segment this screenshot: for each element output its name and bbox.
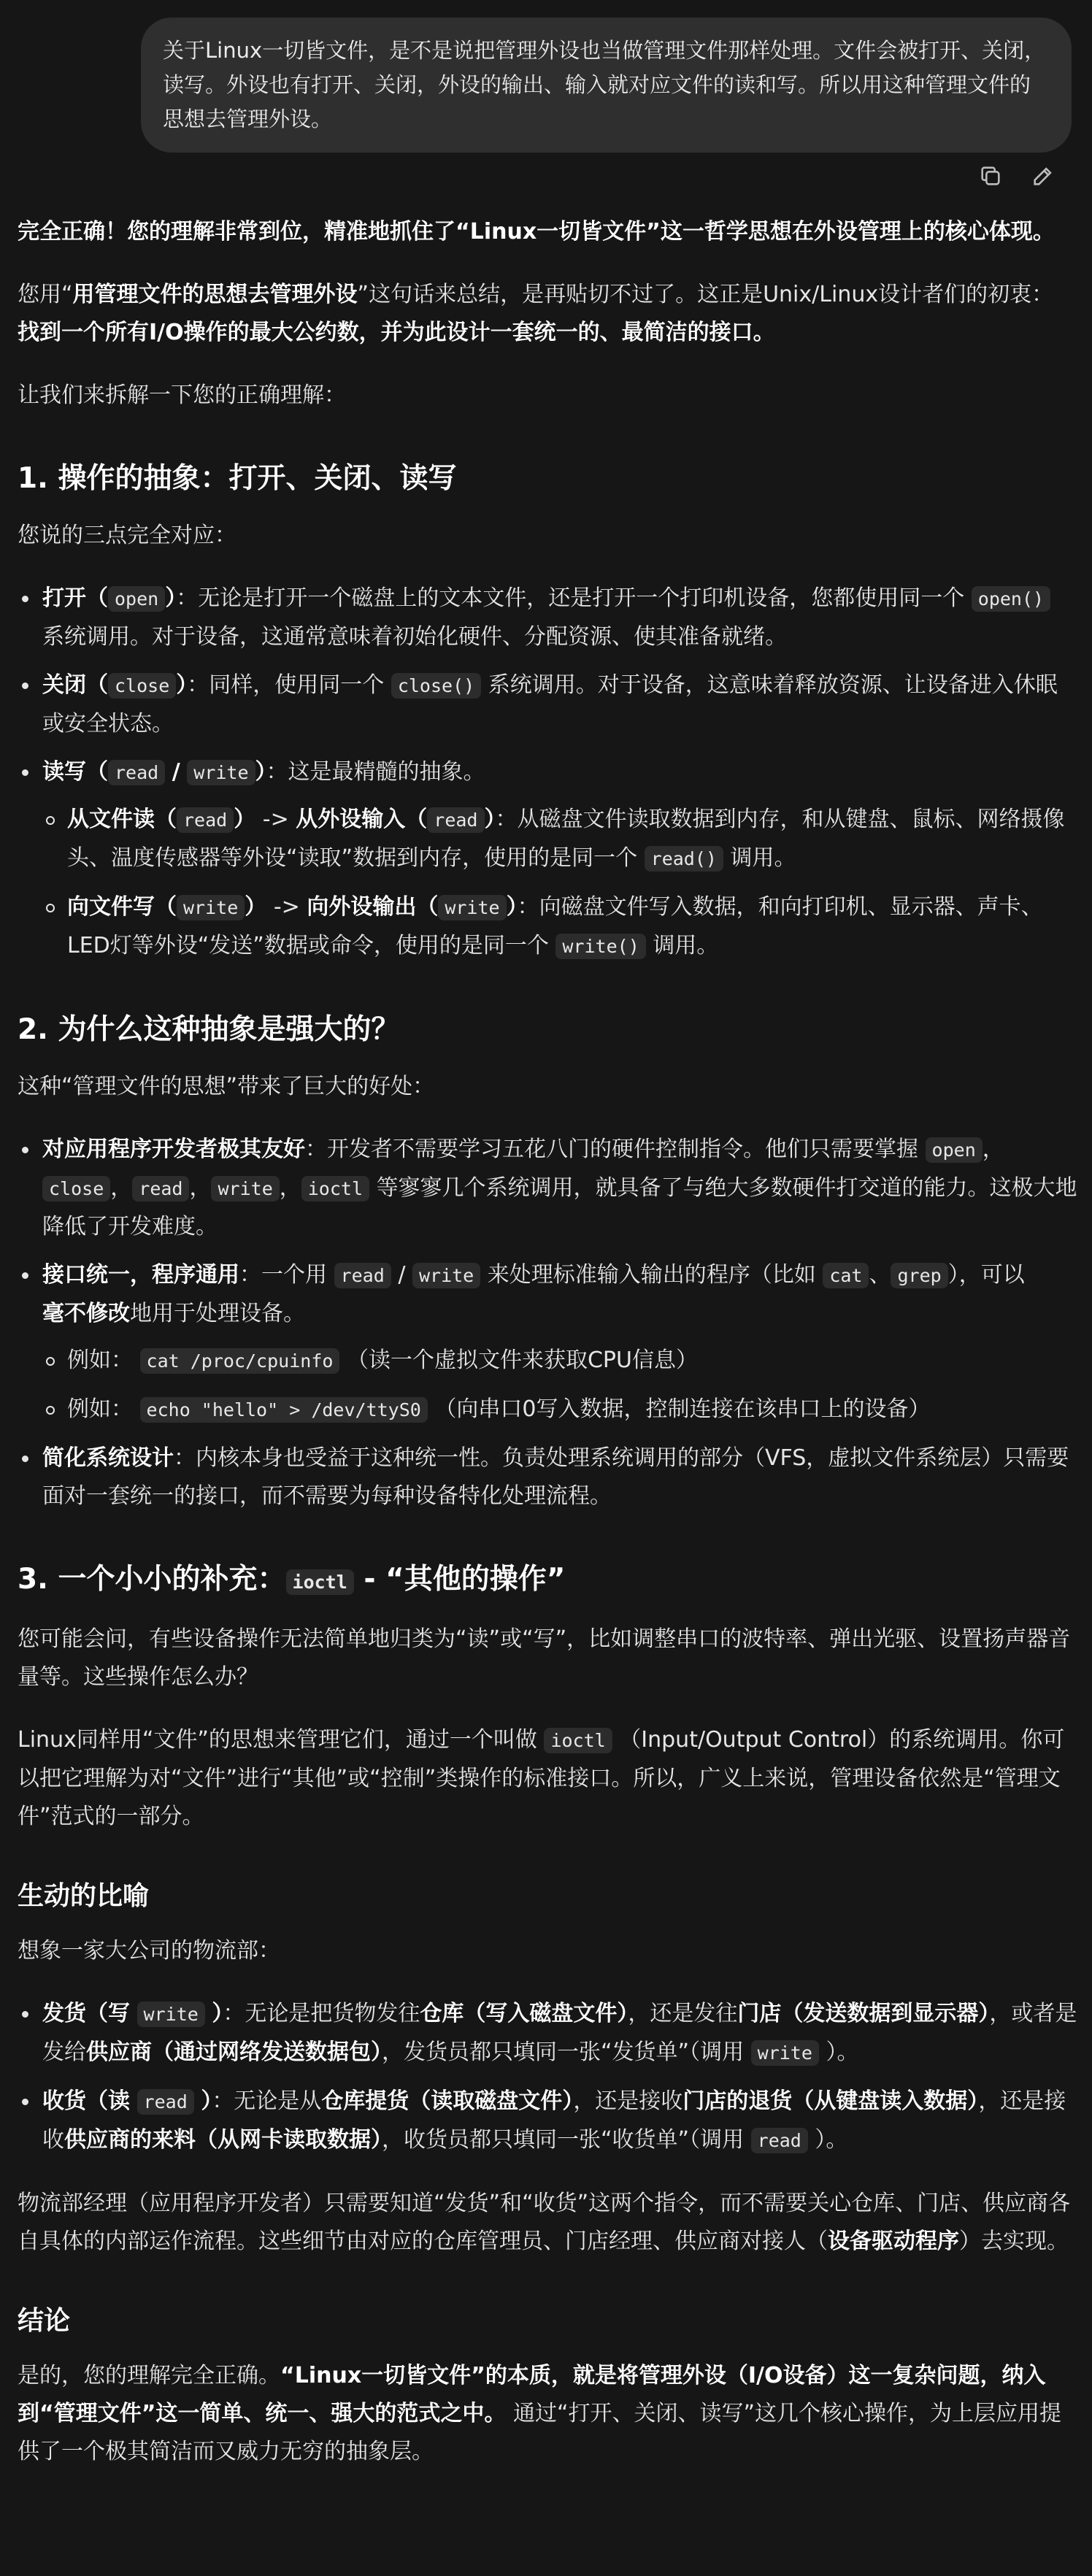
inline-code: write (187, 760, 255, 785)
text: 调用。 (730, 845, 796, 871)
bold-text: 从外设输入 (296, 807, 406, 832)
text: 、 (869, 1262, 891, 1288)
bold-text: 简化系统设计 (42, 1445, 174, 1471)
bold-text: 门店的退货（从键盘读入数据） (682, 2088, 979, 2114)
text: 物流部经理（应用程序开发者）只需要知道“发货”和“收货”这两个指令，而不需要关心仓库、门店、供应商各自具体的内部运作流程。这些细节由对应的仓库管理员、门店经理、供应商对接人（ (18, 2191, 1071, 2254)
sub-item-write: 向文件写（ write ） -> 向外设输出（ write ）：向磁盘文件写入数据，和向打印机、显示器、声卡、LED灯等外设“发送”数据或命令，使用的是同一个 write() 调用。 (42, 888, 1077, 966)
section-1-list (18, 580, 1077, 966)
section-4-list (18, 1995, 1077, 2160)
inline-code: grep (891, 1263, 947, 1288)
list-item-developer-friendly: 对应用程序开发者极其友好：开发者不需要学习五花八门的硬件控制指令。他们只需要掌握 open ， close ， read ， write ， ioctl 等寥寥几个系统调用，就具备了与绝大多数硬件打交道的能力。这极大地降低了开发难度。 (18, 1131, 1077, 1246)
text: 来处理标准输入输出的程序（比如 (487, 1262, 816, 1288)
bold-text: 仓库（写入磁盘文件） (420, 2001, 628, 2026)
inline-code: ioctl (301, 1176, 369, 1202)
bold-text: “Linux一切皆文件”的本质，就是将管理外设（I/O设备）这一复杂问题，纳入到“管理文件”这一简单、统一、强大的范式之中。 (18, 2363, 1046, 2426)
section-1-title: 1. 操作的抽象：打开、关闭、读写 (18, 462, 457, 495)
inline-code: read (177, 807, 234, 833)
assistant-answer (18, 213, 1077, 2496)
text: （向串口0写入数据，控制连接在该串口上的设备） (434, 1396, 931, 1422)
inline-code: read (132, 1176, 189, 1202)
bold-text: 用管理文件的思想去管理外设 (72, 282, 358, 307)
bold-text: ） (212, 2001, 223, 2026)
bold-text: 仓库提货（读取磁盘文件） (321, 2088, 574, 2114)
section-3-paragraph-1: 您可能会问，有些设备操作无法简单地归类为“读”或“写”，比如调整串口的波特率、弹出光驱、设置扬声器音量等。这些操作怎么办？ (18, 1626, 1071, 1690)
bold-text: ） (201, 2088, 212, 2114)
text: 例如： (67, 1347, 133, 1373)
inline-code: write (412, 1263, 480, 1288)
text: 是的，您的理解完全正确。 (18, 2363, 280, 2388)
bold-text: 发货（写 (42, 2001, 130, 2026)
bold-text: 打开 (42, 585, 86, 611)
inline-code: close (42, 1176, 110, 1202)
examples-sublist (42, 1342, 1077, 1429)
text: ：从磁盘文件读取数据到内存，和从键盘、鼠标、网络摄像头、温度传感器等外设“读取”数据到内存，使用的是同一个 (67, 807, 1065, 871)
section-4-lead: 想象一家大公司的物流部： (18, 1938, 280, 1964)
inline-code: write (211, 1176, 279, 1202)
list-item-open: 打开（ open ）：无论是打开一个磁盘上的文本文件，还是打开一个打印机设备，您都使用同一个 open() 系统调用。对于设备，这通常意味着初始化硬件、分配资源、使其准备就绪。 (18, 580, 1077, 656)
text: 通过“打开、关闭、读写”这几个核心操作，为上层应用提供了一个极其简洁而又威力无穷的抽象层。 (18, 2401, 1062, 2464)
user-message-text: 关于Linux一切皆文件，是不是说把管理外设也当做管理文件那样处理。文件会被打开、关闭，读写。外设也有打开、关闭，外设的输出、输入就对应文件的读和写。所以用这种管理文件的思想去管理外设。 (163, 38, 1046, 131)
example-ttys0 (42, 1391, 1077, 1429)
inline-code: cat (823, 1263, 869, 1288)
text: ”这句话来总结，是再贴切不过了。这正是Unix/Linux设计者们的初衷： (357, 282, 1054, 307)
inline-code: cat /proc/cpuinfo (140, 1348, 340, 1374)
section-4-title: 生动的比喻 (18, 1881, 150, 1911)
bold-text: 供应商（通过网络发送数据包） (86, 2039, 382, 2065)
inline-code: read() (645, 846, 723, 872)
list-item-send (18, 1995, 1077, 2072)
section-2-list (18, 1131, 1077, 1515)
inline-code: read (137, 2089, 194, 2115)
text: ）。 (815, 2127, 848, 2153)
intro-bold: 完全正确！您的理解非常到位，精准地抓住了“Linux一切皆文件”这一哲学思想在外设管理上的核心体现。 (18, 219, 1055, 245)
inline-code: write (137, 2002, 205, 2027)
user-message-bubble (141, 18, 1072, 153)
text: ，发货员都只填同一张“发货单”（调用 (382, 2039, 745, 2065)
text: ：内核本身也受益于这种统一性。负责处理系统调用的部分（VFS，虚拟文件系统层）只需要面对一套统一的接口，而不需要为每种设备特化处理流程。 (42, 1445, 1069, 1509)
text: ：开发者不需要学习五花八门的硬件控制指令。他们只需要掌握 (305, 1137, 918, 1162)
text: 系统调用。对于设备，这意味着释放资源、让设备进入休眠或安全状态。 (42, 672, 1058, 737)
text: 等寥寥几个系统调用，就具备了与绝大多数硬件打交道的能力。这极大地降低了开发难度。 (42, 1175, 1077, 1239)
list-item-simplified-design (18, 1439, 1077, 1515)
text: ：无论是从 (212, 2088, 322, 2114)
intro-paragraph (18, 213, 1077, 251)
text: - “其他的操作” (353, 1563, 566, 1596)
inline-code: open() (972, 586, 1050, 612)
inline-code: write (177, 895, 245, 920)
copy-icon[interactable] (978, 163, 1003, 188)
bold-text: 读写 (42, 759, 86, 785)
text: 地用于处理设备。 (130, 1301, 305, 1326)
bold-text: 收货（读 (42, 2088, 130, 2114)
bold-text: 从文件读 (67, 807, 155, 832)
text: ，还是接收 (573, 2088, 683, 2114)
text: ：向磁盘文件写入数据，和向打印机、显示器、声卡、LED灯等外设“发送”数据或命令，使用的是同一个 (67, 894, 1043, 958)
text: ：无论是打开一个磁盘上的文本文件，还是打开一个打印机设备，您都使用同一个 (176, 585, 965, 611)
example-cpuinfo (42, 1342, 1077, 1380)
text: / (398, 1262, 406, 1288)
text: ，还是发往 (628, 2001, 738, 2026)
sub-item-read: 从文件读（ read ） -> 从外设输入（ read ）：从磁盘文件读取数据到内存，和从键盘、鼠标、网络摄像头、温度传感器等外设“读取”数据到内存，使用的是同一个 read() 调用。 (42, 801, 1077, 878)
message-actions (978, 157, 1080, 193)
text: ）去实现。 (959, 2229, 1069, 2254)
bold-text: 关闭 (42, 672, 86, 698)
inline-code: open (926, 1137, 983, 1163)
inline-code: read (108, 760, 165, 785)
section-3-paragraph-2 (18, 1721, 1077, 1836)
section-4-paragraph (18, 2185, 1077, 2261)
inline-code: close (108, 673, 176, 699)
text: ：同样，使用同一个 (187, 672, 385, 698)
read-write-sublist (42, 801, 1077, 966)
text: ，或者是发给 (42, 2001, 1077, 2065)
inline-code: ioctl (544, 1728, 612, 1753)
section-2-lead: 这种“管理文件的思想”带来了巨大的好处： (18, 1074, 435, 1099)
text: -> (273, 894, 300, 920)
inline-code: write() (555, 934, 645, 959)
list-item-read-write: 读写（ read / write ）：这是最精髓的抽象。 从文件读（ read ） -> 从外设输入（ read ）：从磁盘文件读取数据到内存，和从键盘、鼠标、网络摄像头、温度传感器等外设“读取”数据到内存，使用的是同一个 read() 调用。 向文件写（ write ） -> 向外设输出（ write ）：向磁盘文件写入数据，和向打印机、显示器、声卡、LED灯等外设“发送”数据或命令，使用的是同一个 write() 调用。 (18, 753, 1077, 966)
summary-paragraph (18, 276, 1077, 352)
text: ：无论是把货物发往 (223, 2001, 420, 2026)
text: （读一个虚拟文件来获取CPU信息） (346, 1347, 698, 1373)
text: ：这是最精髓的抽象。 (266, 759, 485, 785)
inline-code: ioctl (286, 1569, 354, 1595)
bold-text: 接口统一，程序通用 (42, 1262, 239, 1288)
bold-text: / (172, 759, 180, 785)
list-item-close: 关闭（ close ）：同样，使用同一个 close() 系统调用。对于设备，这意味着释放资源、让设备进入休眠或安全状态。 (18, 666, 1077, 743)
text: ，还是接收 (42, 2088, 1066, 2153)
lead-paragraph: 让我们来拆解一下您的正确理解： (18, 382, 346, 408)
text: 调用。 (653, 933, 719, 958)
list-item-unified-interface (18, 1256, 1077, 1429)
conclusion-paragraph (18, 2357, 1077, 2471)
pencil-icon[interactable] (1031, 163, 1056, 188)
bold-text: 毫不修改 (42, 1301, 130, 1326)
inline-code: read (427, 807, 484, 833)
text: 3. 一个小小的补充： (18, 1563, 286, 1596)
inline-code: write (438, 895, 506, 920)
text: 例如： (67, 1396, 133, 1422)
text: ：一个用 (239, 1262, 327, 1288)
text: ），可以 (947, 1262, 1025, 1288)
bold-text: 向外设输出 (307, 894, 417, 920)
section-1-lead: 您说的三点完全对应： (18, 523, 237, 548)
bold-text: 门店（发送数据到显示器） (737, 2001, 990, 2026)
inline-code: echo "hello" > /dev/ttyS0 (140, 1397, 428, 1423)
inline-code: close() (391, 673, 481, 699)
text: 您用“ (18, 282, 73, 307)
text: （Input/Output Control）的系统调用。你可以把它理解为对“文件”进行“其他”或“控制”类操作的标准接口。所以，广义上来说，管理设备依然是“管理文件”范式的一部分。 (18, 1727, 1065, 1829)
text: ， (982, 1137, 1004, 1162)
bold-text: 对应用程序开发者极其友好 (42, 1137, 305, 1162)
section-3-title (18, 1558, 1077, 1604)
text: Linux同样用“文件”的思想来管理它们，通过一个叫做 (18, 1727, 537, 1753)
bold-text: 供应商的来料（从网卡读取数据） (64, 2127, 382, 2153)
inline-code: read (334, 1263, 391, 1288)
text: ）。 (826, 2039, 859, 2065)
section-2-title: 2. 为什么这种抽象是强大的？ (18, 1013, 400, 1046)
text: 系统调用。对于设备，这通常意味着初始化硬件、分配资源、使其准备就绪。 (42, 624, 787, 650)
inline-code: read (751, 2128, 808, 2153)
bold-text: 设备驱动程序 (828, 2229, 959, 2254)
list-item-receive (18, 2083, 1077, 2160)
text: ，收货员都只填同一张“收货单”（调用 (382, 2127, 745, 2153)
section-5-title: 结论 (18, 2306, 71, 2336)
bold-text: 向文件写 (67, 894, 155, 920)
text: -> (262, 807, 289, 832)
inline-code: open (108, 586, 165, 612)
inline-code: write (751, 2040, 819, 2066)
bold-text: 找到一个所有I/O操作的最大公约数，并为此设计一套统一的、最简洁的接口。 (18, 320, 775, 345)
